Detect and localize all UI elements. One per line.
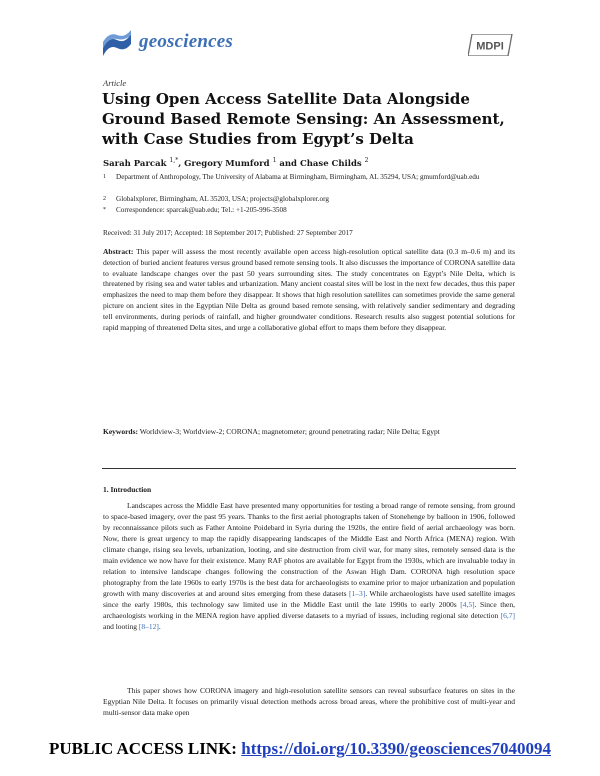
author-affiliation-mark: 1,* xyxy=(169,157,179,164)
keywords xyxy=(103,427,515,438)
publication-dates: Received: 31 July 2017; Accepted: 18 September 2017; Published: 27 September 2017 xyxy=(103,229,353,237)
author-name: Gregory Mumford xyxy=(184,158,270,169)
affiliation-item xyxy=(103,194,513,204)
citation-link[interactable]: [6,7] xyxy=(500,611,515,620)
keywords-text: Worldview-3; Worldview-2; CORONA; magnetometer; ground penetrating radar; Nile Delta; Egypt xyxy=(139,427,440,436)
author-name: Sarah Parcak xyxy=(103,158,167,169)
abstract xyxy=(103,247,515,333)
paragraph-text: . While archaeologists have used satellite images since the early 1980s, this technology saw limited use in the Middle East until the late 1990s to early 2000s xyxy=(103,589,515,609)
publisher-name: MDPI xyxy=(476,40,504,53)
affiliation-mark: 2 xyxy=(103,196,106,202)
paragraph-text: and looting xyxy=(103,622,139,631)
article-title: Using Open Access Satellite Data Alongside Ground Based Remote Sensing: An Assessment, with Case Studies from Egypt’s Delta xyxy=(102,90,505,148)
author-affiliation-mark: 2 xyxy=(364,157,369,164)
section-divider xyxy=(102,468,516,469)
intro-paragraph-1 xyxy=(103,500,515,632)
author-name: Chase Childs xyxy=(299,158,362,169)
citation-link[interactable]: [1–3] xyxy=(348,589,366,598)
public-access-footer xyxy=(0,739,600,759)
mdpi-logo-icon xyxy=(468,34,514,56)
affiliation-mark: 1 xyxy=(103,174,106,180)
author-list: Sarah Parcak $^{1,*}$, Gregory Mumford $^1$ and Chase Childs $^2$ xyxy=(103,157,369,169)
doi-link[interactable]: https://doi.org/10.3390/geosciences7040094 xyxy=(241,739,551,758)
intro-paragraph-2: This paper shows how CORONA imagery and high-resolution satellite sensors can reveal subsurface features on sites in the Egyptian Nile Delta. It focuses on primarily visual detection methods across broad areas, where the prohibitive cost of multi-year and multi-sensor data make open xyxy=(103,686,515,717)
correspondence-text: Correspondence: sparcak@uab.edu; Tel.: +1-205-996-3508 xyxy=(116,206,287,214)
citation-link[interactable]: [4,5] xyxy=(460,600,475,609)
affiliation-text: Globalxplorer, Birmingham, AL 35203, USA; projects@globalxplorer.org xyxy=(116,195,329,203)
geosciences-logo-icon xyxy=(101,30,133,58)
article-type: Article xyxy=(103,78,127,88)
citation-link[interactable]: [8–12] xyxy=(138,622,159,631)
keywords-label: Keywords: xyxy=(103,427,138,436)
public-access-label: PUBLIC ACCESS LINK: xyxy=(48,739,237,758)
paragraph-text: . xyxy=(158,622,161,631)
correspondence-mark: * xyxy=(103,207,106,213)
paragraph-text: . Since then, archaeologists working in the MENA region have applied diverse datasets to a myriad of issues, including regional site detection xyxy=(103,600,515,620)
abstract-text: This paper will assess the most recently available open access high-resolution optical satellite data (0.3 m–0.6 m) and its detection of buried ancient features versus ground based remote sensing tools. It also discusses the importance of CORONA satellite data to evaluate landscape changes over the past 50 years surrounding sites. The study concentrates on Egypt’s Nile Delta, which is threatened by rising sea and water tables and urbanization. Many ancient coastal sites will be lost in the next few decades, thus this paper emphasizes the need to map them before they disappear. It shows that high resolution satellites can sometimes provide the same general picture on ancient sites in the Egyptian Nile Delta as ground based remote sensing, with relatively sandier sedimentary and degrading tell environments, during periods of rainfall, and higher groundwater conditions. Research results also suggest potential solutions for rapid mapping of threatened Delta sites, and urge a collaborative global effort to maps them before they disappear. xyxy=(103,247,515,332)
paragraph-text: Landscapes across the Middle East have presented many opportunities for testing a broad range of remote sensing, from ground to space-based imagery, over the past 95 years. Thanks to the first aerial photographs taken of Stonehenge by balloon in 1906, followed by reconnaissance pilots such as Father Antoine Poidebard in Syria during the 1920s, the entire field of aerial archaeology was born. Now, there is great urgency to map the rapidly disappearing landscapes of the Middle East and North Africa (MENA) region. With climate change, rising sea levels, urbanization, looting, and site destruction from civil war, for many sites, remotely sensed data is the main evidence we now have for their existence. Many RAF photos are available for Egypt from the 1930s, which are invaluable today in relation to intensive landscape changes following the construction of the Aswan High Dam. CORONA high resolution space photography from the late 1960s to early 1970s is the best data for archaeologists to examine prior to major urbanization and population growth with many discoveries at and around sites emerging from these datasets xyxy=(103,501,515,598)
affiliation-item xyxy=(103,172,513,182)
journal-name: geosciences xyxy=(139,31,233,52)
correspondence-item xyxy=(103,205,513,215)
section-heading-introduction: 1. Introduction xyxy=(103,485,152,494)
author-affiliation-mark: 1 xyxy=(272,157,277,164)
abstract-label: Abstract: xyxy=(103,247,134,256)
affiliation-text: Department of Anthropology, The University of Alabama at Birmingham, Birmingham, AL 35294, USA; gmumford@uab.edu xyxy=(116,173,480,181)
